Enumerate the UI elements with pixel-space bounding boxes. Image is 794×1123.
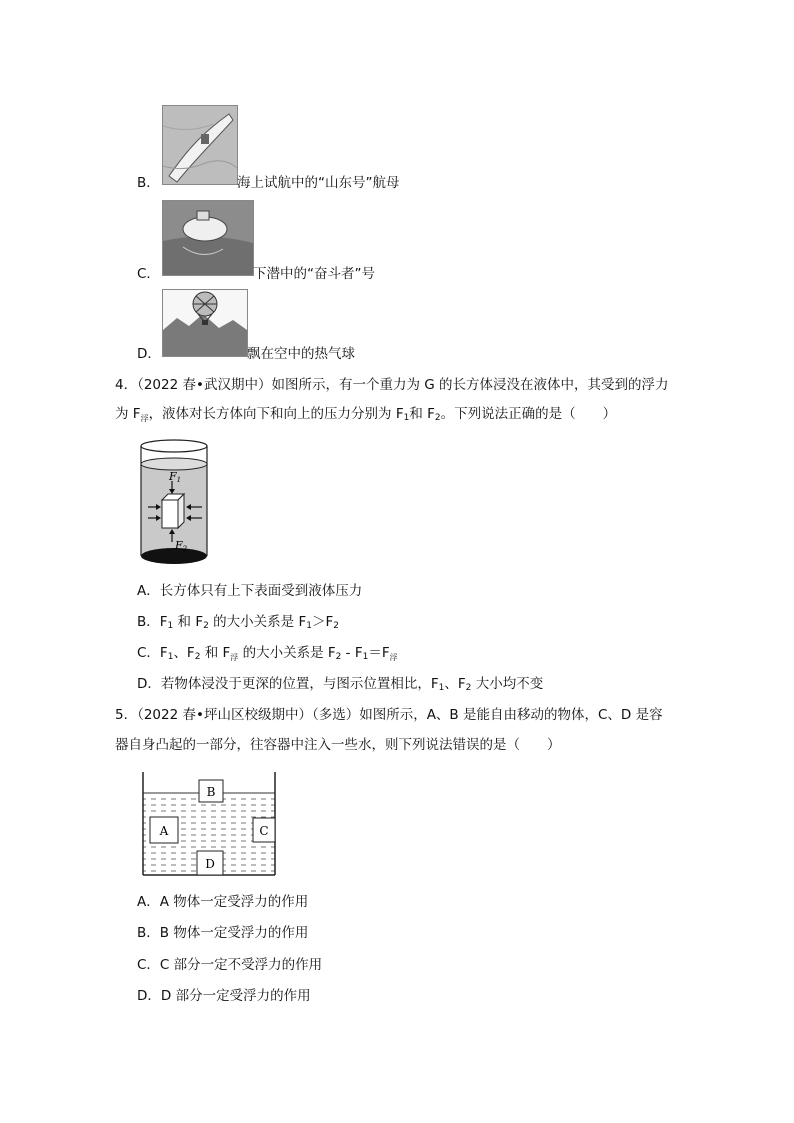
option-text: 和 F	[173, 614, 204, 630]
q3-option-b-text: 海上试航中的“山东号”航母	[237, 175, 400, 191]
stem-text: ，液体对长方体向下和向上的压力分别为 F	[148, 406, 404, 422]
label-a: A	[159, 824, 169, 838]
label-f1: F1	[169, 470, 182, 484]
option-text: 大小均不变	[471, 676, 544, 692]
aircraft-carrier-photo	[162, 105, 238, 185]
label-c: C	[259, 824, 269, 838]
option-letter: C．	[137, 266, 160, 282]
cylinder-figure	[138, 438, 212, 566]
q5-option-d[interactable]: D．D 部分一定受浮力的作用	[137, 988, 311, 1004]
subscript: 浮	[230, 653, 239, 662]
q3-option-c[interactable]	[137, 264, 160, 284]
q4-option-c[interactable]	[137, 643, 398, 668]
container-figure	[140, 772, 278, 878]
subscript: 1	[167, 652, 174, 662]
option-text: ＝F	[368, 645, 390, 661]
subscript: 浮	[140, 414, 149, 423]
option-text: 、F	[444, 676, 466, 692]
q3-option-b[interactable]	[137, 173, 160, 193]
subscript: 1	[362, 652, 369, 662]
q4-option-b[interactable]	[137, 612, 339, 636]
stem-text: 为 F	[115, 406, 141, 422]
q3-option-d-text: 飘在空中的热气球	[247, 346, 355, 362]
submersible-photo	[162, 200, 254, 276]
q3-option-c-text: 下潜中的“奋斗者”号	[253, 266, 375, 282]
q5-stem-line2: 器自身凸起的一部分，往容器中注入一些水，则下列说法错误的是（ ）	[115, 737, 561, 753]
subscript: 1	[306, 621, 312, 631]
subscript: 2	[333, 621, 339, 631]
q4-option-d[interactable]	[137, 674, 543, 698]
option-letter: D．	[137, 346, 161, 362]
subscript: 1	[403, 413, 410, 423]
subscript: 2	[194, 652, 201, 662]
q4-stem-line2	[115, 404, 616, 429]
option-text: - F	[341, 645, 363, 661]
option-text: 的大小关系是 F	[238, 645, 336, 661]
q5-option-c[interactable]: C．C 部分一定不受浮力的作用	[137, 957, 323, 973]
subscript: 2	[335, 652, 342, 662]
subscript: 2	[465, 683, 472, 693]
option-text: 和 F	[200, 645, 231, 661]
q5-option-b[interactable]: B．B 物体一定受浮力的作用	[137, 925, 309, 941]
subscript: 浮	[389, 653, 398, 662]
stem-text: 。下列说法正确的是（ ）	[440, 406, 617, 422]
q4-option-a[interactable]: A．长方体只有上下表面受到液体压力	[137, 583, 363, 599]
q3-option-d[interactable]	[137, 344, 161, 364]
subscript: 2	[434, 413, 441, 423]
option-letter: B．	[137, 175, 160, 191]
label-b: B	[206, 785, 216, 799]
option-text: C．F	[137, 645, 168, 661]
hot-air-balloon-photo	[162, 289, 248, 357]
q4-stem-line1: 4．（2022 春•武汉期中）如图所示，有一个重力为 G 的长方体浸没在液体中，其受到的浮力	[115, 377, 669, 393]
q5-stem-line1: 5．（2022 春•坪山区校级期中）（多选）如图所示，A、B 是能自由移动的物体，C、D 是容	[115, 707, 663, 723]
option-text: D．若物体浸没于更深的位置，与图示位置相比，F	[137, 676, 439, 692]
option-text: 、F	[173, 645, 195, 661]
option-text: 的大小关系是 F	[208, 614, 307, 630]
q5-option-a[interactable]: A．A 物体一定受浮力的作用	[137, 894, 309, 910]
option-text: B．F	[137, 614, 168, 630]
option-text: ＞F	[311, 614, 334, 630]
stem-text: 和 F	[409, 406, 435, 422]
subscript: 1	[167, 621, 174, 631]
subscript: 1	[438, 683, 445, 693]
label-d: D	[205, 857, 215, 871]
label-f2: F2	[175, 539, 188, 553]
subscript: 2	[203, 621, 209, 631]
